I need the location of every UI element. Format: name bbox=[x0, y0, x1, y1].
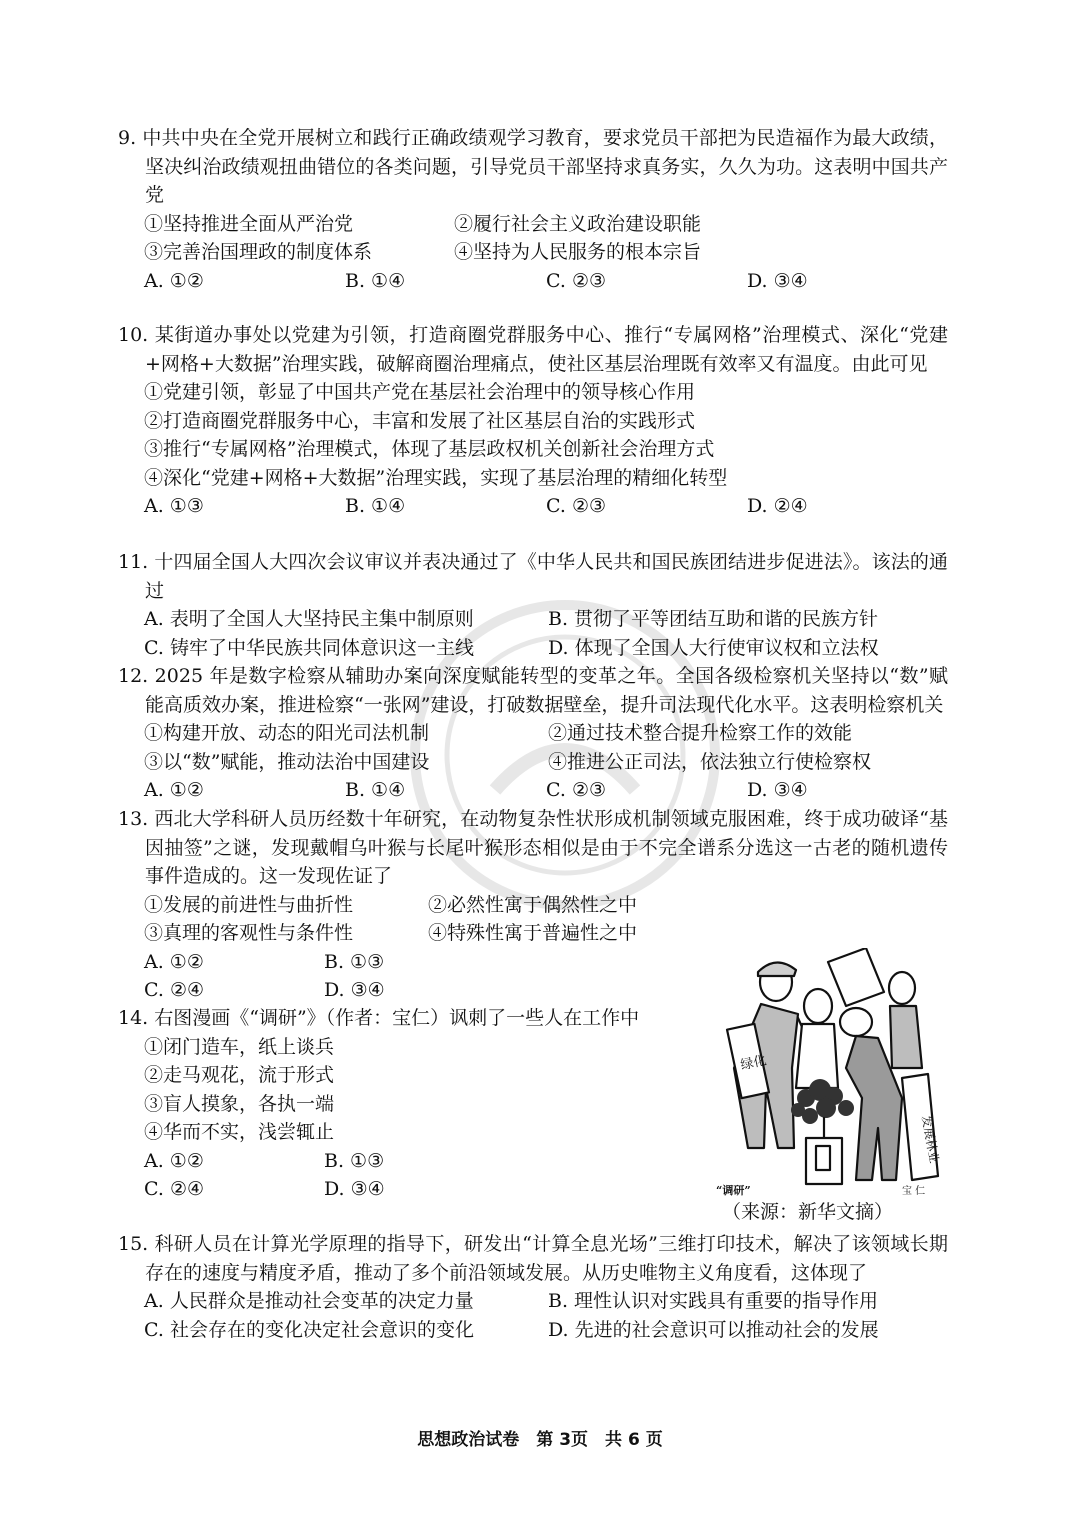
answer-choice-c: C. ②③ bbox=[546, 779, 607, 801]
option-item: ④推进公正司法，依法独立行使检察权 bbox=[548, 750, 872, 773]
answer-choice-d: D. ③④ bbox=[324, 1178, 385, 1200]
option-item: ③盲人摸象，各执一端 bbox=[144, 1092, 335, 1115]
option-item: ②履行社会主义政治建设职能 bbox=[454, 212, 702, 235]
answer-choice-b: B. ①④ bbox=[345, 779, 406, 801]
cartoon-illustration bbox=[706, 948, 946, 1198]
question-stem: 9. 中共中央在全党开展树立和践行正确政绩观学习教育，要求党员干部把为民造福作为最大政绩，坚决纠治政绩观扭曲错位的各类问题，引导党员干部坚持求真务实，久久为功。这表明中国共产党 bbox=[118, 127, 948, 206]
question-stem: 12. 2025 年是数字检察从辅助办案向深度赋能转型的变革之年。全国各级检察机关坚持以“数”赋能高质效办案，推进检察“一张网”建设，打破数据壁垒，提升司法现代化水平。这表明检察机关 bbox=[118, 665, 948, 716]
cartoon-sign-text: 绿化 bbox=[739, 1053, 768, 1074]
question-stem: 11. 十四届全国人大四次会议审议并表决通过了《中华人民共和国民族团结进步促进法》。该法的通过 bbox=[118, 551, 948, 602]
answer-choice-d: D. 先进的社会意识可以推动社会的发展 bbox=[548, 1318, 879, 1341]
option-item: ④深化“党建+网格+大数据”治理实践，实现了基层治理的精细化转型 bbox=[144, 466, 728, 489]
question-10 bbox=[118, 321, 948, 521]
option-item: ①坚持推进全面从严治党 bbox=[144, 212, 354, 235]
question-stem: 13. 西北大学科研人员历经数十年研究，在动物复杂性状形成机制领域克服困难，终于成功破译“基因抽签”之谜，发现戴帽乌叶猴与长尾叶猴形态相似是由于不完全谱系分选这一古老的随机遗传事件造成的。这一发现佐证了 bbox=[118, 808, 948, 887]
answer-choice-c: C. ②④ bbox=[144, 1178, 205, 1200]
option-item: ③推行“专属网格”治理模式，体现了基层政权机关创新社会治理方式 bbox=[144, 438, 715, 460]
answer-choice-a: A. ①② bbox=[144, 779, 204, 801]
question-stem: 15. 科研人员在计算光学原理的指导下，研发出“计算全息光场”三维打印技术，解决了该领域长期存在的速度与精度矛盾，推动了多个前沿领域发展。从历史唯物主义角度看，这体现了 bbox=[118, 1233, 948, 1284]
answer-choice-a: A. ①② bbox=[144, 269, 204, 292]
question-14 bbox=[118, 1004, 698, 1204]
answer-choice-a: A. ①② bbox=[144, 950, 204, 973]
option-item: ④特殊性寓于普遍性之中 bbox=[428, 922, 638, 944]
option-item: ③真理的客观性与条件性 bbox=[144, 922, 354, 944]
option-item: ④华而不实，浅尝辄止 bbox=[144, 1121, 335, 1143]
answer-choice-b: B. ①④ bbox=[345, 269, 406, 292]
question-stem: 10. 某街道办事处以党建为引领，打造商圈党群服务中心、推行“专属网格”治理模式、深化“党建+网格+大数据”治理实践，破解商圈治理痛点，使社区基层治理既有效率又有温度。由此可见 bbox=[118, 324, 948, 375]
question-9 bbox=[118, 124, 948, 295]
option-item: ②打造商圈党群服务中心，丰富和发展了社区基层自治的实践形式 bbox=[144, 409, 696, 432]
question-15 bbox=[118, 1230, 948, 1344]
option-item: ②通过技术整合提升检察工作的效能 bbox=[548, 722, 853, 744]
answer-choice-d: D. ③④ bbox=[747, 269, 808, 292]
option-item: ③完善治国理政的制度体系 bbox=[144, 241, 373, 263]
cartoon-title: “调研” bbox=[716, 1184, 751, 1197]
answer-choice-d: D. ③④ bbox=[747, 779, 808, 801]
answer-choice-d: D. ③④ bbox=[324, 979, 385, 1001]
question-12 bbox=[118, 662, 948, 805]
answer-choice-c: C. ②③ bbox=[546, 269, 607, 292]
answer-choice-b: B. 理性认识对实践具有重要的指导作用 bbox=[548, 1290, 879, 1312]
answer-choice-c: C. ②③ bbox=[546, 495, 607, 517]
question-11 bbox=[118, 548, 948, 662]
cartoon-caption: （来源：新华文摘） bbox=[722, 1201, 894, 1223]
option-item: ④坚持为人民服务的根本宗旨 bbox=[454, 241, 702, 263]
question-stem: 14. 右图漫画《“调研”》（作者：宝仁）讽刺了一些人在工作中 bbox=[118, 1007, 640, 1029]
option-item: ①党建引领，彰显了中国共产党在基层社会治理中的领导核心作用 bbox=[144, 381, 696, 403]
option-item: ③以“数”赋能，推动法治中国建设 bbox=[144, 750, 430, 773]
option-item: ①构建开放、动态的阳光司法机制 bbox=[144, 722, 430, 744]
answer-choice-d: D. ②④ bbox=[747, 495, 808, 517]
option-item: ②走马观花，流于形式 bbox=[144, 1064, 335, 1086]
option-item: ②必然性寓于偶然性之中 bbox=[428, 893, 638, 916]
answer-choice-c: C. ②④ bbox=[144, 979, 205, 1001]
answer-choice-a: A. ①③ bbox=[144, 495, 204, 517]
cartoon-author: 宝 仁 bbox=[902, 1186, 926, 1197]
answer-choice-a: A. 表明了全国人大坚持民主集中制原则 bbox=[144, 608, 474, 630]
answer-choice-b: B. ①④ bbox=[345, 495, 406, 517]
answer-choice-a: A. ①② bbox=[144, 1149, 204, 1172]
option-item: ①闭门造车，纸上谈兵 bbox=[144, 1035, 335, 1058]
cartoon-sign-text: 发展林业 bbox=[919, 1114, 942, 1165]
answer-choice-b: B. ①③ bbox=[324, 950, 385, 973]
answer-choice-c: C. 社会存在的变化决定社会意识的变化 bbox=[144, 1318, 474, 1341]
page-footer: 思想政治试卷 第 3页 共 6 页 bbox=[417, 1430, 663, 1450]
answer-choice-a: A. 人民群众是推动社会变革的决定力量 bbox=[144, 1290, 474, 1312]
answer-choice-b: B. ①③ bbox=[324, 1149, 385, 1172]
answer-choice-d: D. 体现了全国人大行使审议权和立法权 bbox=[548, 636, 879, 659]
answer-choice-b: B. 贯彻了平等团结互助和谐的民族方针 bbox=[548, 608, 879, 630]
answer-choice-c: C. 铸牢了中华民族共同体意识这一主线 bbox=[144, 636, 474, 659]
option-item: ①发展的前进性与曲折性 bbox=[144, 893, 354, 916]
